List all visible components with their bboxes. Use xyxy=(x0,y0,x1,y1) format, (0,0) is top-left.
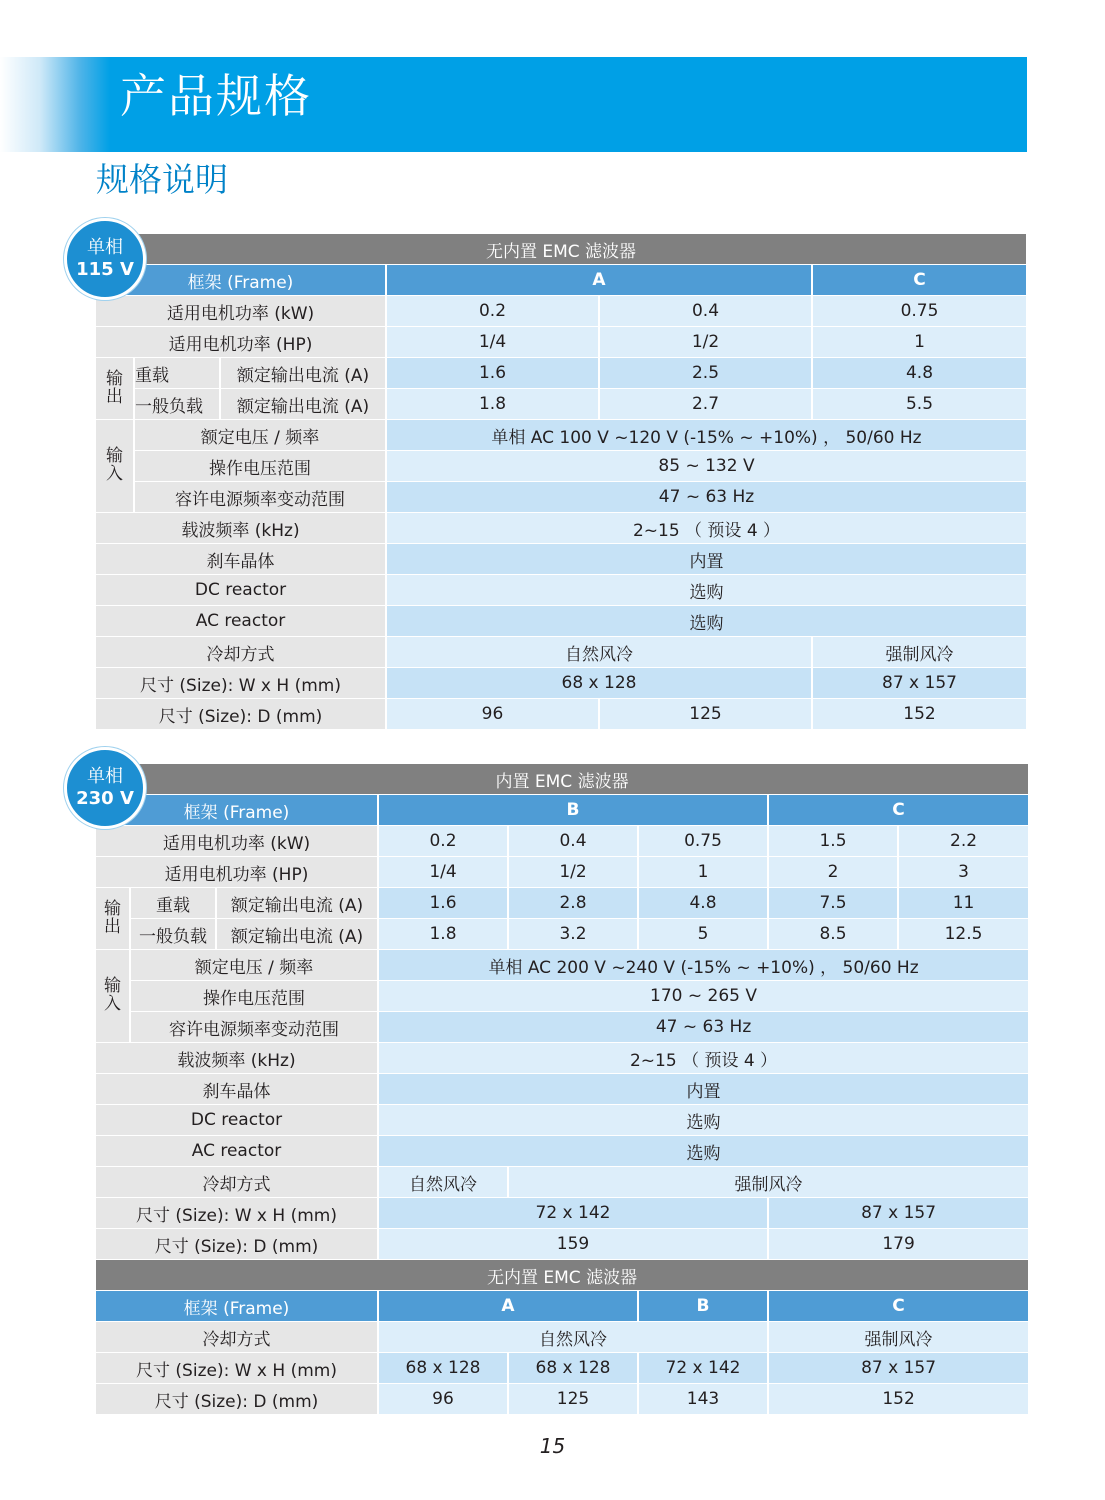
cell: 96 xyxy=(386,699,599,730)
row-label: 冷却方式 xyxy=(96,637,386,668)
cell: 12.5 xyxy=(898,919,1028,950)
cell: 2.7 xyxy=(599,389,812,420)
row-label: 一般负载 xyxy=(130,919,216,950)
cell: 8.5 xyxy=(768,919,898,950)
cell: 单相 AC 200 V ~240 V (-15% ~ +10%) ， 50/60 Hz xyxy=(378,950,1028,981)
cell: 4.8 xyxy=(638,888,768,919)
cell: 5 xyxy=(638,919,768,950)
frame-c: C xyxy=(768,1291,1028,1322)
cell: 1.8 xyxy=(386,389,599,420)
row-label: DC reactor xyxy=(96,1105,378,1136)
cell: 2.5 xyxy=(599,358,812,389)
cell: 1 xyxy=(638,857,768,888)
cell: 选购 xyxy=(378,1105,1028,1136)
cell: 选购 xyxy=(378,1136,1028,1167)
frame-label: 框架 (Frame) xyxy=(96,265,386,296)
badge-line1: 单相 xyxy=(87,766,123,788)
cell: 4.8 xyxy=(812,358,1026,389)
vertical-text: 输 入 xyxy=(104,976,121,1014)
frame-a: A xyxy=(378,1291,638,1322)
voltage-badge-115v xyxy=(64,218,146,300)
row-label: 载波频率 (kHz) xyxy=(96,513,386,544)
cell: 1/4 xyxy=(378,857,508,888)
row-label: 容许电源频率变动范围 xyxy=(130,1012,378,1043)
input-group-label xyxy=(96,950,130,1043)
cell: 2.2 xyxy=(898,826,1028,857)
row-label: 一般负载 xyxy=(134,389,220,420)
section-subtitle: 规格说明 xyxy=(96,160,228,199)
cell: 2~15 （ 预设 4 ） xyxy=(386,513,1026,544)
cell: 内置 xyxy=(386,544,1026,575)
cell: 47 ~ 63 Hz xyxy=(386,482,1026,513)
cell: 3.2 xyxy=(508,919,638,950)
row-label: 容许电源频率变动范围 xyxy=(134,482,386,513)
cell: 72 x 142 xyxy=(378,1198,768,1229)
frame-a: A xyxy=(386,265,812,296)
row-label: 重载 xyxy=(130,888,216,919)
cell: 自然风冷 xyxy=(386,637,812,668)
badge-line2: 115 V xyxy=(76,259,134,280)
vertical-text: 输 入 xyxy=(106,446,123,484)
row-label: 适用电机功率 (HP) xyxy=(96,327,386,358)
cell: 1 xyxy=(812,327,1026,358)
row-label: 适用电机功率 (HP) xyxy=(96,857,378,888)
row-label: 额定电压 / 频率 xyxy=(130,950,378,981)
row-label: 额定输出电流 (A) xyxy=(220,358,386,389)
spec-table-230v xyxy=(96,764,1028,1415)
row-label: AC reactor xyxy=(96,606,386,637)
row-label: 尺寸 (Size): W x H (mm) xyxy=(96,668,386,699)
cell: 159 xyxy=(378,1229,768,1260)
cell: 内置 xyxy=(378,1074,1028,1105)
row-label: 额定输出电流 (A) xyxy=(216,919,378,950)
badge-line1: 单相 xyxy=(87,237,123,259)
frame-c: C xyxy=(768,795,1028,826)
cell: 2.8 xyxy=(508,888,638,919)
row-label: 刹车晶体 xyxy=(96,1074,378,1105)
cell: 0.4 xyxy=(508,826,638,857)
cell: 1/2 xyxy=(599,327,812,358)
cell: 单相 AC 100 V ~120 V (-15% ~ +10%) ， 50/60 Hz xyxy=(386,420,1026,451)
voltage-badge-230v xyxy=(64,747,146,829)
row-label: 冷却方式 xyxy=(96,1322,378,1353)
cell: 125 xyxy=(508,1384,638,1415)
frame-b: B xyxy=(378,795,768,826)
table-title: 无内置 EMC 滤波器 xyxy=(96,234,1026,265)
row-label: 尺寸 (Size): D (mm) xyxy=(96,1229,378,1260)
row-label: 适用电机功率 (kW) xyxy=(96,296,386,327)
input-group-label xyxy=(96,420,134,513)
cell: 87 x 157 xyxy=(768,1353,1028,1384)
cell: 7.5 xyxy=(768,888,898,919)
row-label: 刹车晶体 xyxy=(96,544,386,575)
cell: 1.8 xyxy=(378,919,508,950)
cell: 自然风冷 xyxy=(378,1322,768,1353)
cell: 68 x 128 xyxy=(378,1353,508,1384)
row-label: 操作电压范围 xyxy=(134,451,386,482)
row-label: 冷却方式 xyxy=(96,1167,378,1198)
row-label: 尺寸 (Size): W x H (mm) xyxy=(96,1353,378,1384)
row-label: AC reactor xyxy=(96,1136,378,1167)
vertical-text: 输 出 xyxy=(106,368,123,407)
cell: 0.75 xyxy=(812,296,1026,327)
cell: 85 ~ 132 V xyxy=(386,451,1026,482)
row-label: 额定电压 / 频率 xyxy=(134,420,386,451)
cell: 1.6 xyxy=(386,358,599,389)
spec-table-115v xyxy=(96,234,1026,730)
output-group-label xyxy=(96,888,130,950)
cell: 2~15 （ 预设 4 ） xyxy=(378,1043,1028,1074)
cell: 强制风冷 xyxy=(812,637,1026,668)
output-group-label xyxy=(96,358,134,420)
row-label: 适用电机功率 (kW) xyxy=(96,826,378,857)
cell: 47 ~ 63 Hz xyxy=(378,1012,1028,1043)
cell: 1/2 xyxy=(508,857,638,888)
cell: 152 xyxy=(812,699,1026,730)
cell: 11 xyxy=(898,888,1028,919)
row-label: 操作电压范围 xyxy=(130,981,378,1012)
table-title: 无内置 EMC 滤波器 xyxy=(96,1260,1028,1291)
cell: 0.75 xyxy=(638,826,768,857)
cell: 强制风冷 xyxy=(508,1167,1028,1198)
frame-c: C xyxy=(812,265,1026,296)
cell: 72 x 142 xyxy=(638,1353,768,1384)
cell: 152 xyxy=(768,1384,1028,1415)
badge-line2: 230 V xyxy=(76,788,134,809)
page-number: 15 xyxy=(539,1434,566,1458)
frame-label: 框架 (Frame) xyxy=(96,1291,378,1322)
page-title: 产品规格 xyxy=(120,69,312,123)
frame-label: 框架 (Frame) xyxy=(96,795,378,826)
cell: 1.6 xyxy=(378,888,508,919)
row-label: 尺寸 (Size): W x H (mm) xyxy=(96,1198,378,1229)
cell: 179 xyxy=(768,1229,1028,1260)
cell: 68 x 128 xyxy=(386,668,812,699)
cell: 87 x 157 xyxy=(768,1198,1028,1229)
cell: 3 xyxy=(898,857,1028,888)
cell: 143 xyxy=(638,1384,768,1415)
row-label: 额定输出电流 (A) xyxy=(220,389,386,420)
cell: 选购 xyxy=(386,606,1026,637)
frame-b: B xyxy=(638,1291,768,1322)
cell: 2 xyxy=(768,857,898,888)
cell: 强制风冷 xyxy=(768,1322,1028,1353)
cell: 1.5 xyxy=(768,826,898,857)
vertical-text: 输 出 xyxy=(104,898,121,937)
cell: 96 xyxy=(378,1384,508,1415)
row-label: 尺寸 (Size): D (mm) xyxy=(96,699,386,730)
row-label: 尺寸 (Size): D (mm) xyxy=(96,1384,378,1415)
cell: 1/4 xyxy=(386,327,599,358)
row-label: 载波频率 (kHz) xyxy=(96,1043,378,1074)
row-label: DC reactor xyxy=(96,575,386,606)
row-label: 重载 xyxy=(134,358,220,389)
row-label: 额定输出电流 (A) xyxy=(216,888,378,919)
cell: 5.5 xyxy=(812,389,1026,420)
cell: 0.4 xyxy=(599,296,812,327)
cell: 选购 xyxy=(386,575,1026,606)
cell: 0.2 xyxy=(378,826,508,857)
cell: 自然风冷 xyxy=(378,1167,508,1198)
table-title: 内置 EMC 滤波器 xyxy=(96,764,1028,795)
cell: 68 x 128 xyxy=(508,1353,638,1384)
cell: 87 x 157 xyxy=(812,668,1026,699)
cell: 170 ~ 265 V xyxy=(378,981,1028,1012)
cell: 0.2 xyxy=(386,296,599,327)
cell: 125 xyxy=(599,699,812,730)
